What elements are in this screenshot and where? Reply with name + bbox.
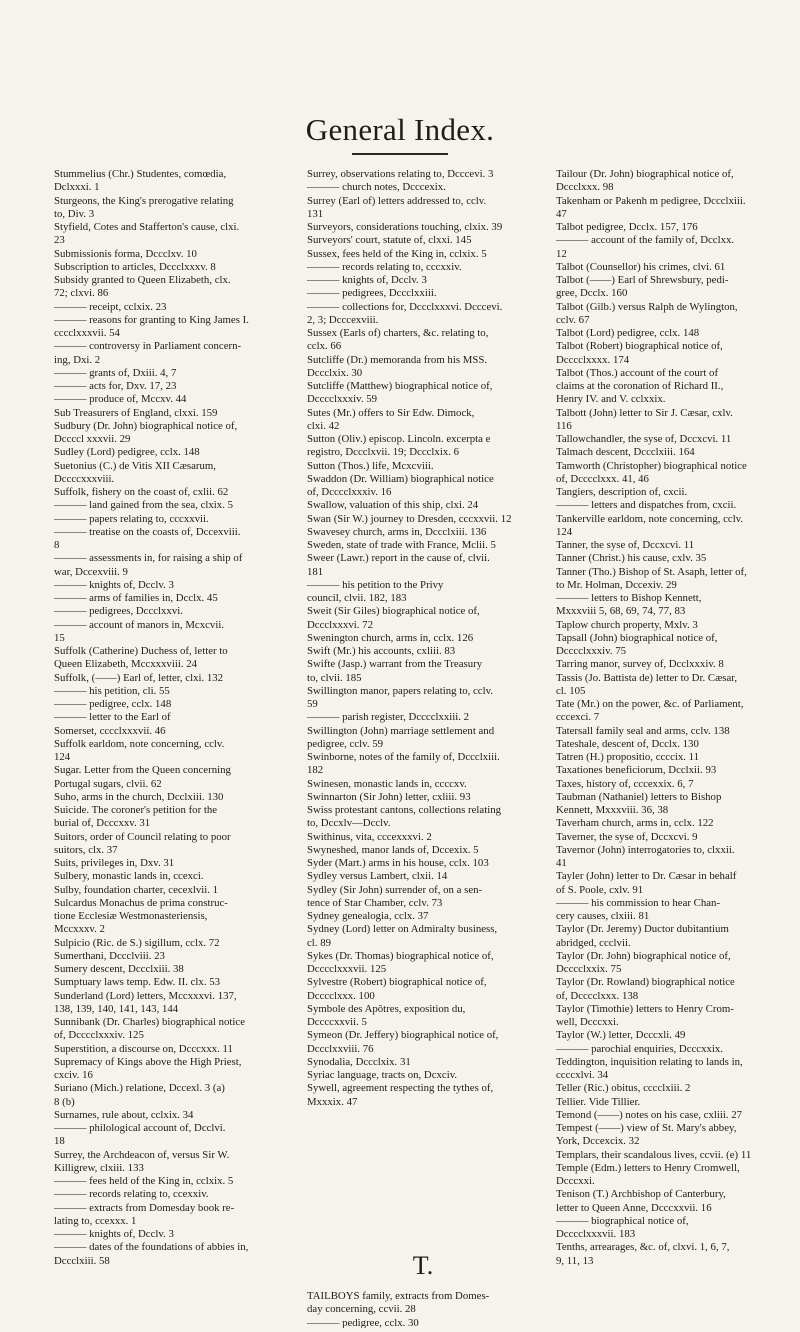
index-line: Dclxxxi. 1 <box>54 181 100 194</box>
index-line: Queen Elizabeth, Mccxxxviii. 24 <box>54 658 198 671</box>
index-line: Surveyors' court, statute of, clxxi. 145 <box>307 234 472 247</box>
index-line: Portugal sugars, clvii. 62 <box>54 777 162 790</box>
index-line: Sunderland (Lord) letters, Mccxxxvi. 137, <box>54 989 237 1002</box>
index-line: Sutcliffe (Dr.) memoranda from his MSS. <box>307 353 488 366</box>
index-line: Kennett, Mxxxviii. 36, 38 <box>556 804 669 816</box>
index-line: 138, 139, 140, 141, 143, 144 <box>54 1002 179 1015</box>
index-line: Temond (——) notes on his case, cxliii. 27 <box>556 1108 743 1121</box>
index-line: Suffolk, fishery on the coast of, cxlii. 62 <box>54 486 229 498</box>
index-line: ——— pedigree, cclx. 148 <box>54 698 172 710</box>
index-line: Takenham or Pakenh m pedigree, Dccclxiii. <box>556 194 746 207</box>
index-line: ——— dates of the foundations of abbies in, <box>54 1241 249 1254</box>
index-line: to, Dccxlv—Dcclv. <box>307 817 391 830</box>
index-line: tione Ecclesiæ Westmonasteriensis, <box>54 910 208 922</box>
index-line: Taylor (W.) letter, Dcccxli. 49 <box>556 1029 686 1042</box>
index-line: cclv. 67 <box>556 313 590 326</box>
index-line: ——— knights of, Dcclv. 3 <box>54 578 174 591</box>
index-line: Sumerthani, Dccclviii. 23 <box>54 949 165 962</box>
index-line: Talbott (John) letter to Sir J. Cæsar, cxlv. <box>556 406 733 419</box>
index-line: Tayler (John) letter to Dr. Cæsar in behalf <box>556 870 737 883</box>
index-line: pedigree, cclv. 59 <box>307 737 384 750</box>
title-rule <box>352 153 448 155</box>
index-line: Tangiers, description of, cxcii. <box>556 486 688 498</box>
index-line: Sydley (Sir John) surrender of, on a sen- <box>307 883 483 896</box>
index-line: ——— knights of, Dcclv. 3 <box>307 274 427 286</box>
index-line: Sumery descent, Dccclxiii. 38 <box>54 963 184 975</box>
index-line: Killigrew, clxiii. 133 <box>54 1161 144 1174</box>
index-line: ——— papers relating to, cccxxvii. <box>54 512 209 525</box>
index-line: ——— acts for, Dxv. 17, 23 <box>54 380 177 392</box>
index-line: Swillington (John) marriage settlement and <box>307 724 495 737</box>
index-line: Tanner (Christ.) his cause, cxlv. 35 <box>556 552 707 565</box>
index-line: Sywell, agreement respecting the tythes of, <box>307 1082 494 1095</box>
index-line: Tatersall family seal and arms, cclv. 138 <box>556 724 730 737</box>
index-line: Dcccclxxxiv. 75 <box>556 645 627 657</box>
index-line: Dcccclxxix. 75 <box>556 963 622 975</box>
index-line: burial of, Dcccxxv. 31 <box>54 817 151 830</box>
index-line: Subscription to articles, Dccclxxxv. 8 <box>54 260 216 273</box>
index-line: Tallowchandler, the syse of, Dccxcvi. 11 <box>556 433 732 445</box>
index-line: Taplow church property, Mxlv. 3 <box>556 618 698 631</box>
index-line: Swinnarton (Sir John) letter, cxliii. 93 <box>307 790 471 803</box>
index-line: Submissionis forma, Dccclxv. 10 <box>54 247 197 260</box>
index-line: Mxxxix. 47 <box>307 1095 358 1108</box>
index-line: ——— produce of, Mccxv. 44 <box>54 393 187 406</box>
index-line: Surveyors, considerations touching, clxix. 39 <box>307 221 503 233</box>
index-line: ——— philological account of, Dcclvi. <box>54 1122 226 1134</box>
index-column-2 <box>307 168 539 1328</box>
index-line: cccexci. 7 <box>556 711 600 724</box>
index-line: Suffolk earldom, note concerning, cclv. <box>54 737 225 750</box>
index-line: ——— church notes, Dcccexix. <box>307 181 446 194</box>
page-title: General Index. <box>305 112 495 147</box>
index-line: cl. 89 <box>307 936 331 949</box>
index-line: Dcccclxxxiv. 59 <box>307 393 378 406</box>
index-line: Surrey, the Archdeacon of, versus Sir W. <box>54 1148 230 1161</box>
index-line: Synodalia, Dccclxix. 31 <box>307 1055 411 1068</box>
index-line: Taylor (Dr. John) biographical notice of, <box>556 949 731 962</box>
index-line: cery causes, clxiii. 81 <box>556 910 650 922</box>
index-line: Sulpicio (Ric. de S.) sigillum, cclx. 72 <box>54 936 220 949</box>
index-line: Talbot (Robert) biographical notice of, <box>556 340 723 353</box>
index-line: Sydley versus Lambert, clxii. 14 <box>307 870 448 883</box>
index-line: of, Dcccclxxxiv. 125 <box>54 1029 144 1042</box>
index-line: Sutton (Oliv.) episcop. Lincoln. excerpta e <box>307 433 491 445</box>
index-line: Subsidy granted to Queen Elizabeth, clx. <box>54 274 231 286</box>
index-line: 15 <box>54 631 65 644</box>
index-line: Taverner, the syse of, Dccxcvi. 9 <box>556 830 698 843</box>
index-line: Tatren (H.) propositio, ccccix. 11 <box>556 751 700 763</box>
index-line: of, Dcccclxxx. 138 <box>556 989 639 1002</box>
index-line: Dccclxix. 30 <box>307 366 363 379</box>
index-line: day concerning, ccvii. 28 <box>307 1303 416 1316</box>
index-line: 18 <box>54 1135 65 1148</box>
index-line: tence of Star Chamber, cclv. 73 <box>307 896 443 909</box>
index-line: Tanner (Tho.) Bishop of St. Asaph, letter of, <box>556 565 747 578</box>
index-line: Dccccxxxviii. <box>54 472 115 485</box>
index-line: ——— his petition to the Privy <box>307 578 444 591</box>
index-line: Sutcliffe (Matthew) biographical notice of, <box>307 380 493 392</box>
index-line: Tanner, the syse of, Dccxcvi. 11 <box>556 539 695 551</box>
index-line: Taylor (Dr. Jeremy) Ductor dubitantium <box>556 923 729 936</box>
index-line: Templars, their scandalous lives, ccvii. (e) 11 <box>556 1148 752 1161</box>
index-line: York, Dccexcix. 32 <box>556 1135 640 1148</box>
index-line: cclx. 66 <box>307 340 342 353</box>
index-line: Sussex (Earls of) charters, &c. relating to, <box>307 327 489 339</box>
index-line: Tapsall (John) biographical notice of, <box>556 631 718 644</box>
index-line: to, clvii. 185 <box>307 671 362 684</box>
index-line: Taxationes beneficiorum, Dcclxii. 93 <box>556 764 717 777</box>
index-line: 47 <box>556 207 567 220</box>
index-line: ——— pedigrees, Dccclxxiii. <box>307 287 437 300</box>
index-line: ——— parish register, Dcccclxxiii. 2 <box>307 711 470 724</box>
index-line: 12 <box>556 247 567 260</box>
index-line: cccclxxxvii. 54 <box>54 327 120 339</box>
index-line: Suriano (Mich.) relatione, Dccexl. 3 (a) <box>54 1082 225 1095</box>
index-line: 41 <box>556 857 567 869</box>
index-line: registro, Dccclxvii. 19; Dccclxix. 6 <box>307 446 460 459</box>
index-line: 59 <box>307 698 318 710</box>
index-line: Suetonius (C.) de Vitis XII Cæsarum, <box>54 459 217 472</box>
index-line: ——— account of the family of, Dcclxx. <box>556 234 735 247</box>
index-line: Mxxxviii 5, 68, 69, 74, 77, 83 <box>556 605 686 618</box>
index-line: Dcccclxxxvii. 125 <box>307 963 387 975</box>
index-line: Sutton (Thos.) life, Mcxcviii. <box>307 459 434 472</box>
index-line: Swenington church, arms in, cclx. 126 <box>307 631 474 644</box>
index-line: Suicide. The coroner's petition for the <box>54 804 218 816</box>
index-line: Surrey, observations relating to, Dcccevi. 3 <box>307 168 494 180</box>
index-line: cxciv. 16 <box>54 1069 93 1081</box>
index-line: Superstition, a discourse on, Dcccxxx. 11 <box>54 1042 233 1055</box>
index-line: Dccclxxxvi. 72 <box>307 618 373 631</box>
index-line: Dccclxiii. 58 <box>54 1254 110 1267</box>
index-line: Sturgeons, the King's prerogative relating <box>54 194 234 207</box>
index-line: Sutes (Mr.) offers to Sir Edw. Dimock, <box>307 406 475 419</box>
index-line: Swaddon (Dr. William) biographical notice <box>307 472 494 485</box>
index-line: 124 <box>556 525 573 538</box>
index-line: 9, 11, 13 <box>556 1254 594 1267</box>
index-line: Talbot (Thos.) account of the court of <box>556 366 719 379</box>
index-line: 181 <box>307 565 324 578</box>
index-line: Tenison (T.) Archbishop of Canterbury, <box>556 1188 726 1201</box>
index-line: gree, Dcclx. 160 <box>556 287 628 300</box>
index-line: Swallow, valuation of this ship, clxi. 24 <box>307 499 479 512</box>
index-line: Taylor (Dr. Rowland) biographical notice <box>556 976 735 989</box>
index-line: Dccclxxx. 98 <box>556 181 614 194</box>
index-line: Tempest (——) view of St. Mary's abbey, <box>556 1122 737 1134</box>
index-line: 72; clxvi. 86 <box>54 287 109 300</box>
index-line: Talbot (Counsellor) his crimes, clvi. 61 <box>556 260 726 273</box>
index-line: Sub Treasurers of England, clxxi. 159 <box>54 406 218 419</box>
index-line: 23 <box>54 234 65 247</box>
index-line: ——— his petition, cli. 55 <box>54 684 170 697</box>
index-line: Tateshale, descent of, Dcclx. 130 <box>556 737 699 750</box>
section-letter: T. <box>412 1250 434 1280</box>
index-line: Swyneshed, manor lands of, Dccexix. 5 <box>307 843 479 856</box>
index-line: Sulcardus Monachus de prima construc- <box>54 896 228 909</box>
index-line: Mccxxxv. 2 <box>54 923 105 936</box>
index-line: Talmach descent, Dccclxiii. 164 <box>556 446 695 459</box>
index-line: Somerset, cccclxxxvii. 46 <box>54 724 166 737</box>
index-line: Sylvestre (Robert) biographical notice of, <box>307 976 487 989</box>
index-line: to Mr. Holman, Dccexiv. 29 <box>556 578 677 591</box>
index-line: Suitors, order of Council relating to poor <box>54 830 231 843</box>
index-line: Teddington, inquisition relating to lands in, <box>556 1055 743 1068</box>
index-line: Swan (Sir W.) journey to Dresden, cccxxvii. 12 <box>307 512 512 525</box>
index-line: 8 <box>54 539 60 551</box>
index-line: Teller (Ric.) obitus, cccclxiii. 2 <box>556 1082 691 1095</box>
index-line: Taxes, history of, cccexxix. 6, 7 <box>556 777 694 790</box>
index-line: ——— his commission to hear Chan- <box>556 896 721 909</box>
index-line: Tenths, arrearages, &c. of, clxvi. 1, 6, 7, <box>556 1241 730 1254</box>
index-line: Tavernor (John) interrogatories to, clxxii. <box>556 843 735 856</box>
index-line: Taylor (Timothie) letters to Henry Crom- <box>556 1002 734 1015</box>
index-line: Surnames, rule about, cclxix. 34 <box>54 1108 194 1121</box>
index-line: Sudbury (Dr. John) biographical notice of, <box>54 419 238 432</box>
index-line: Stummelius (Chr.) Studentes, comœdia, <box>54 168 227 180</box>
index-line: Sulby, foundation charter, cecexlvii. 1 <box>54 883 219 896</box>
index-column-3 <box>556 168 784 1328</box>
index-line: Supremacy of Kings above the High Priest, <box>54 1055 242 1068</box>
index-line: council, clvii. 182, 183 <box>307 592 407 604</box>
index-line: Dcccxxi. <box>556 1175 595 1187</box>
index-line: Temple (Edm.) letters to Henry Cromwell, <box>556 1161 740 1174</box>
index-line: Swillington manor, papers relating to, cclv. <box>307 684 493 697</box>
index-line: Swinesen, monastic lands in, ccccxv. <box>307 777 467 790</box>
index-line: ——— parochial enquiries, Dcccxxix. <box>556 1042 723 1055</box>
index-line: Henry IV. and V. cclxxix. <box>556 393 666 406</box>
index-line: Dccclxxviii. 76 <box>307 1042 374 1055</box>
index-line: Syriac language, tracts on, Dcxciv. <box>307 1069 458 1081</box>
index-line: ——— extracts from Domesday book re- <box>54 1201 235 1214</box>
index-line: Styfield, Cotes and Stafferton's cause, clxi. <box>54 221 240 233</box>
index-line: Sykes (Dr. Thomas) biographical notice of, <box>307 949 494 962</box>
index-line: Talbot (Gilb.) versus Ralph de Wylington, <box>556 300 738 313</box>
index-line: Suffolk (Catherine) Duchess of, letter to <box>54 645 228 657</box>
index-line: 131 <box>307 207 324 220</box>
index-line: ——— letters and dispatches from, cxcii. <box>556 499 737 512</box>
index-line: Sydney (Lord) letter on Admiralty business, <box>307 923 498 936</box>
index-line: Sweer (Lawr.) report in the cause of, clvii. <box>307 552 490 565</box>
index-line: Dccccl xxxvii. 29 <box>54 433 131 445</box>
index-line: Dcccclxxx. 100 <box>307 989 375 1002</box>
index-line: ——— account of manors in, Mcxcvii. <box>54 618 225 631</box>
index-line: ——— letter to the Earl of <box>54 711 171 724</box>
index-line: Sweit (Sir Giles) biographical notice of, <box>307 605 480 618</box>
index-line: Talbot (——) Earl of Shrewsbury, pedi- <box>556 274 729 286</box>
index-line: 8 (b) <box>54 1095 75 1108</box>
index-line: Sussex, fees held of the King in, cclxix. 5 <box>307 247 487 260</box>
index-line: of S. Poole, cxlv. 91 <box>556 883 644 896</box>
index-line: 182 <box>307 764 324 777</box>
index-line: Talbot (Lord) pedigree, cclx. 148 <box>556 327 700 339</box>
index-line: Symeon (Dr. Jeffery) biographical notice of, <box>307 1029 499 1042</box>
index-line: claims at the coronation of Richard II., <box>556 380 724 392</box>
index-line: ——— controversy in Parliament concern- <box>54 340 242 353</box>
index-line: ——— biographical notice of, <box>556 1214 689 1227</box>
index-line: ——— letters to Bishop Kennett, <box>556 592 702 604</box>
index-line: Suho, arms in the church, Dcclxiii. 130 <box>54 790 224 803</box>
index-line: 2, 3; Dcccexviii. <box>307 313 379 326</box>
index-line: ——— records relating to, ccexxiv. <box>54 1188 209 1201</box>
index-line: Tellier. Vide Tillier. <box>556 1095 641 1108</box>
index-line: to, Div. 3 <box>54 207 95 220</box>
index-line: Syder (Mart.) arms in his house, cclx. 103 <box>307 857 489 869</box>
index-line: ——— records relating to, cccxxiv. <box>307 260 462 273</box>
index-line: ——— pedigree, cclx. 30 <box>307 1316 419 1328</box>
index-line: lating to, ccexxx. 1 <box>54 1214 137 1227</box>
index-line: Swithinus, vita, cccexxxvi. 2 <box>307 830 432 843</box>
index-line: Tarring manor, survey of, Dcclxxxiv. 8 <box>556 658 724 671</box>
index-line: Sugar. Letter from the Queen concerning <box>54 764 231 777</box>
index-line: Swavesey church, arms in, Dccclxiii. 136 <box>307 525 487 538</box>
index-line: cl. 105 <box>556 684 586 697</box>
index-line: ——— knights of, Dcclv. 3 <box>54 1228 174 1240</box>
index-line: Swinborne, notes of the family of, Dccclxiii. <box>307 751 500 763</box>
index-line: ——— assessments in, for raising a ship of <box>54 552 243 565</box>
index-line: of, Dcccclxxx. 41, 46 <box>556 472 649 485</box>
index-line: Tassis (Jo. Battista de) letter to Dr. Cæsar, <box>556 671 738 684</box>
index-line: Tamworth (Christopher) biographical notice <box>556 459 747 472</box>
index-line: of, Dcccclxxxiv. 16 <box>307 486 392 498</box>
index-line: TAILBOYS family, extracts from Domes- <box>307 1290 490 1302</box>
index-line: ——— pedigrees, Dccclxxvi. <box>54 605 183 618</box>
index-line: Surrey (Earl of) letters addressed to, cclv. <box>307 194 487 207</box>
index-line: Tate (Mr.) on the power, &c. of Parliament, <box>556 698 744 710</box>
index-line: ——— arms of families in, Dcclx. 45 <box>54 592 218 604</box>
index-line: war, Dccexviii. 9 <box>54 565 128 578</box>
index-line: Sunnibank (Dr. Charles) biographical notice <box>54 1016 245 1028</box>
index-line: Sulbery, monastic lands in, ccexci. <box>54 870 204 883</box>
index-line: Dccccxxvii. 5 <box>307 1016 367 1028</box>
index-line: ——— reasons for granting to King James I. <box>54 313 249 326</box>
index-line: ——— land gained from the sea, clxix. 5 <box>54 499 234 512</box>
index-line: 116 <box>556 419 572 432</box>
index-line: Symbole des Apôtres, exposition du, <box>307 1002 466 1015</box>
index-line: Taverham church, arms in, cclx. 122 <box>556 817 714 830</box>
index-line: ——— grants of, Dxiii. 4, 7 <box>54 366 177 379</box>
index-line: Suffolk, (——) Earl of, letter, clxi. 132 <box>54 671 224 684</box>
index-line: Swiss protestant cantons, collections relating <box>307 804 502 816</box>
index-line: Tankerville earldom, note concerning, cclv. <box>556 512 744 525</box>
index-line: Swifte (Jasp.) warrant from the Treasury <box>307 658 483 671</box>
index-line: suitors, clx. 37 <box>54 843 118 856</box>
index-line: ——— collections for, Dccclxxxvi. Dcccevi. <box>307 300 503 313</box>
index-line: Sweden, state of trade with France, Mclii. 5 <box>307 539 496 551</box>
index-line: Suits, privileges in, Dxv. 31 <box>54 857 175 869</box>
index-line: Dcccclxxxvii. 183 <box>556 1228 636 1240</box>
index-line: abridged, ccclvii. <box>556 936 631 949</box>
index-line: Sydney genealogia, cclx. 37 <box>307 910 429 922</box>
index-line: Tailour (Dr. John) biographical notice of, <box>556 168 734 180</box>
index-line: Dcccclxxxx. 174 <box>556 353 630 366</box>
index-column-1 <box>54 168 286 1328</box>
index-line: 124 <box>54 751 71 763</box>
index-line: letter to Queen Anne, Dcccxxvii. 16 <box>556 1201 712 1214</box>
index-line: Talbot pedigree, Dcclx. 157, 176 <box>556 221 698 233</box>
index-line: ——— fees held of the King in, cclxix. 5 <box>54 1175 234 1187</box>
index-line: ing, Dxi. 2 <box>54 353 101 366</box>
index-line: Sumptuary laws temp. Edw. II. clx. 53 <box>54 976 221 989</box>
index-line: ——— receipt, cclxix. 23 <box>54 300 167 313</box>
index-line: Swift (Mr.) his accounts, cxliii. 83 <box>307 645 456 657</box>
index-line: ——— treatise on the coasts of, Dccexviii. <box>54 525 241 538</box>
index-line: clxi. 42 <box>307 419 340 432</box>
index-line: Taubman (Nathaniel) letters to Bishop <box>556 790 722 803</box>
index-line: Sudley (Lord) pedigree, cclx. 148 <box>54 446 200 459</box>
index-line: well, Dcccxxi. <box>556 1016 619 1028</box>
index-line: ccccxlvi. 34 <box>556 1069 609 1081</box>
